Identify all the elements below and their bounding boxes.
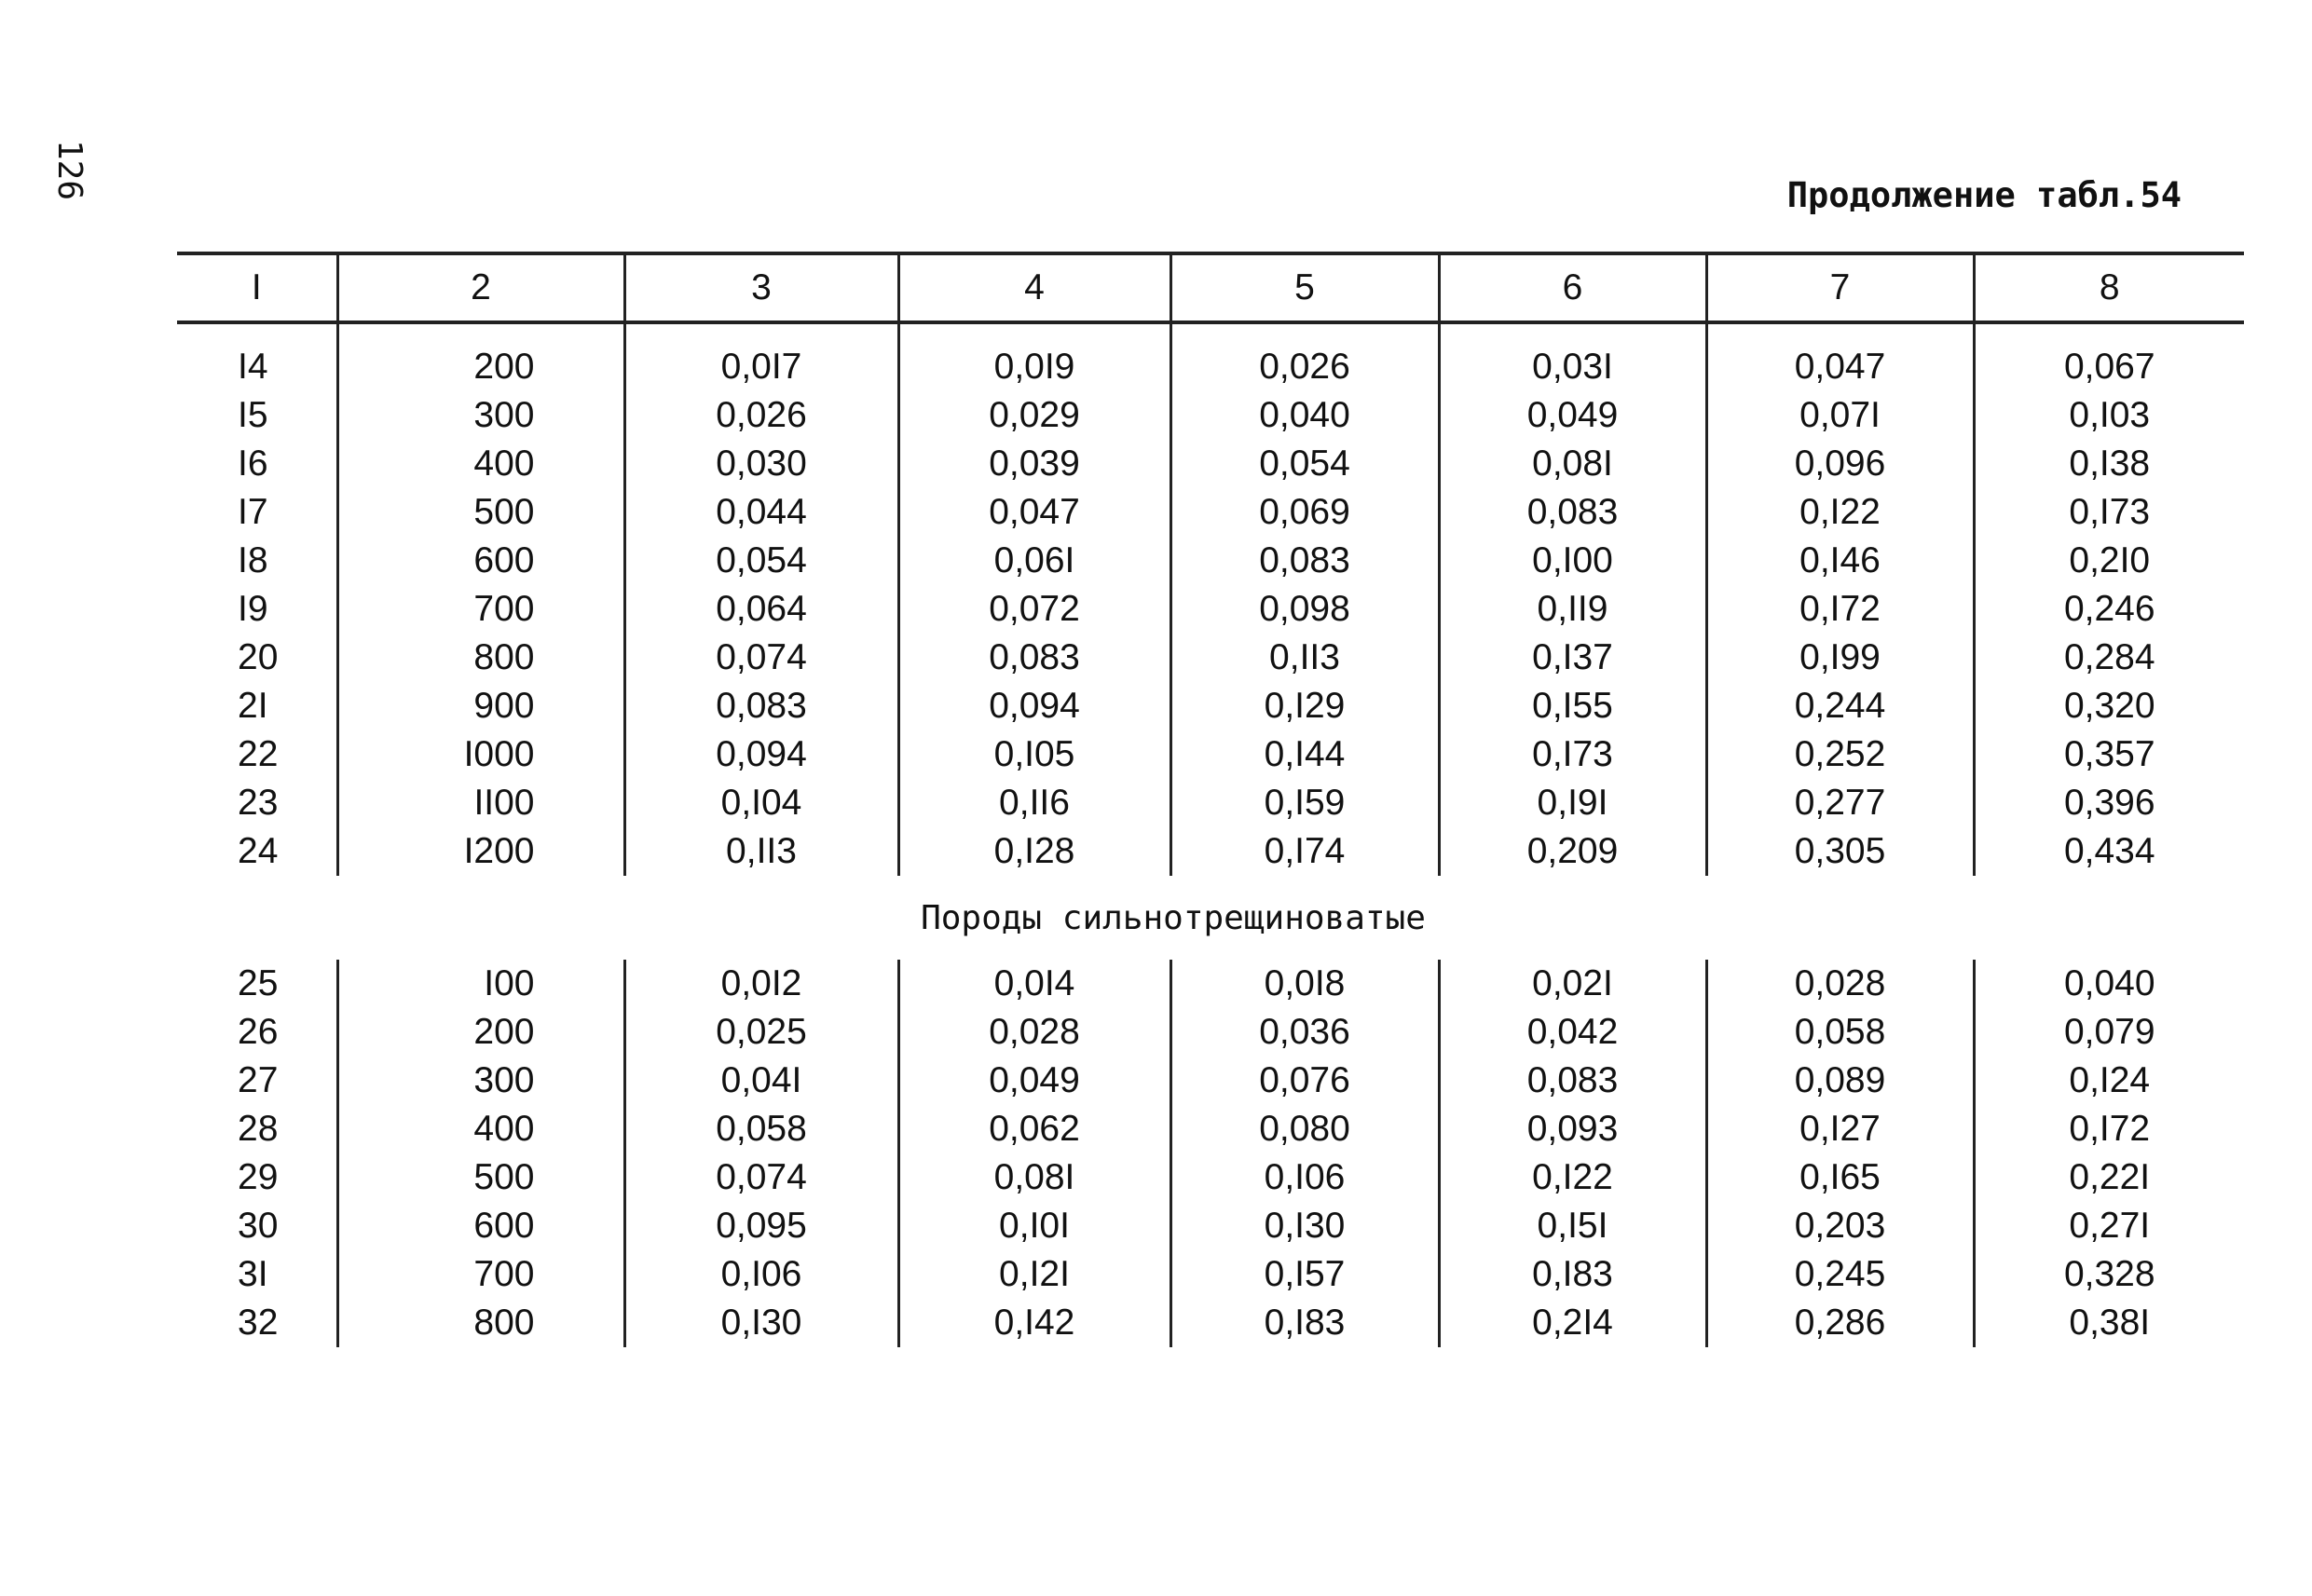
value-cell: 0,I73 xyxy=(1439,730,1706,779)
table-row xyxy=(177,1202,2244,1250)
depth-cell: 200 xyxy=(337,322,624,391)
table-row xyxy=(177,1299,2244,1347)
value-cell: 0,286 xyxy=(1706,1299,1974,1347)
value-cell: 0,02I xyxy=(1439,960,1706,1008)
table-row xyxy=(177,1250,2244,1299)
depth-cell: I200 xyxy=(337,827,624,876)
value-cell: 0,305 xyxy=(1706,827,1974,876)
value-cell: 0,025 xyxy=(624,1008,898,1057)
value-cell: 0,I37 xyxy=(1439,634,1706,682)
table-row xyxy=(177,488,2244,537)
column-header: 6 xyxy=(1439,253,1706,322)
column-header: 5 xyxy=(1170,253,1439,322)
value-cell: 0,I83 xyxy=(1170,1299,1439,1347)
depth-cell: 800 xyxy=(337,634,624,682)
value-cell: 0,039 xyxy=(898,440,1170,488)
value-cell: 0,029 xyxy=(898,391,1170,440)
value-cell: 0,069 xyxy=(1170,488,1439,537)
header-row xyxy=(177,253,2244,322)
table-row xyxy=(177,585,2244,634)
depth-cell: I00 xyxy=(337,960,624,1008)
row-number-cell: 23 xyxy=(238,783,279,823)
table-row xyxy=(177,730,2244,779)
value-cell: 0,03I xyxy=(1439,322,1706,391)
row-number-cell: 29 xyxy=(238,1157,279,1197)
value-cell: 0,040 xyxy=(1974,960,2244,1008)
value-cell: 0,028 xyxy=(1706,960,1974,1008)
depth-cell: II00 xyxy=(337,779,624,827)
value-cell: 0,0I7 xyxy=(624,322,898,391)
value-cell: 0,I99 xyxy=(1706,634,1974,682)
value-cell: 0,I2I xyxy=(898,1250,1170,1299)
value-cell: 0,083 xyxy=(624,682,898,730)
table-row xyxy=(177,440,2244,488)
row-number-cell: I6 xyxy=(238,443,268,484)
value-cell: 0,II6 xyxy=(898,779,1170,827)
value-cell: 0,030 xyxy=(624,440,898,488)
value-cell: 0,054 xyxy=(624,537,898,585)
row-number-cell: 2I xyxy=(238,686,268,726)
row-number-cell: I7 xyxy=(238,492,268,532)
value-cell: 0,2I0 xyxy=(1974,537,2244,585)
value-cell: 0,I83 xyxy=(1439,1250,1706,1299)
value-cell: 0,II3 xyxy=(1170,634,1439,682)
value-cell: 0,058 xyxy=(1706,1008,1974,1057)
value-cell: 0,I29 xyxy=(1170,682,1439,730)
value-cell: 0,I24 xyxy=(1974,1057,2244,1105)
table-row xyxy=(177,1153,2244,1202)
value-cell: 0,I57 xyxy=(1170,1250,1439,1299)
depth-cell: 600 xyxy=(337,537,624,585)
depth-cell: 700 xyxy=(337,1250,624,1299)
value-cell: 0,II3 xyxy=(624,827,898,876)
row-number-cell: 32 xyxy=(238,1303,279,1343)
value-cell: 0,096 xyxy=(1706,440,1974,488)
value-cell: 0,I03 xyxy=(1974,391,2244,440)
value-cell: 0,0I2 xyxy=(624,960,898,1008)
depth-cell: 300 xyxy=(337,1057,624,1105)
value-cell: 0,047 xyxy=(1706,322,1974,391)
row-number-cell: 30 xyxy=(238,1206,279,1246)
value-cell: 0,284 xyxy=(1974,634,2244,682)
value-cell: 0,I06 xyxy=(1170,1153,1439,1202)
value-cell: 0,089 xyxy=(1706,1057,1974,1105)
section-title-cell xyxy=(177,876,2244,960)
value-cell: 0,I0I xyxy=(898,1202,1170,1250)
depth-cell: 500 xyxy=(337,1153,624,1202)
value-cell: 0,054 xyxy=(1170,440,1439,488)
row-number-cell: 26 xyxy=(238,1012,279,1052)
value-cell: 0,203 xyxy=(1706,1202,1974,1250)
value-cell: 0,I38 xyxy=(1974,440,2244,488)
depth-cell: 200 xyxy=(337,1008,624,1057)
depth-cell: 700 xyxy=(337,585,624,634)
depth-cell: 400 xyxy=(337,1105,624,1153)
value-cell: 0,I59 xyxy=(1170,779,1439,827)
row-number-cell: I4 xyxy=(238,347,268,387)
depth-cell: 400 xyxy=(337,440,624,488)
column-header: 7 xyxy=(1706,253,1974,322)
row-number-cell: 3I xyxy=(238,1254,268,1294)
value-cell: 0,I22 xyxy=(1706,488,1974,537)
value-cell: 0,396 xyxy=(1974,779,2244,827)
depth-cell: I000 xyxy=(337,730,624,779)
column-header: 4 xyxy=(898,253,1170,322)
value-cell: 0,I9I xyxy=(1439,779,1706,827)
table-row xyxy=(177,827,2244,876)
value-cell: 0,320 xyxy=(1974,682,2244,730)
value-cell: 0,I55 xyxy=(1439,682,1706,730)
value-cell: 0,2I4 xyxy=(1439,1299,1706,1347)
value-cell: 0,I46 xyxy=(1706,537,1974,585)
row-number-cell: 20 xyxy=(238,637,279,677)
depth-cell: 600 xyxy=(337,1202,624,1250)
value-cell: 0,083 xyxy=(898,634,1170,682)
depth-cell: 800 xyxy=(337,1299,624,1347)
value-cell: 0,062 xyxy=(898,1105,1170,1153)
column-header: 2 xyxy=(337,253,624,322)
value-cell: 0,040 xyxy=(1170,391,1439,440)
value-cell: 0,094 xyxy=(624,730,898,779)
row-number-cell: 25 xyxy=(238,963,279,1003)
value-cell: 0,07I xyxy=(1706,391,1974,440)
value-cell: 0,08I xyxy=(1439,440,1706,488)
section-title: Породы сильнотрещиноватые xyxy=(921,898,1426,937)
row-number-cell: I5 xyxy=(238,395,268,435)
value-cell: 0,434 xyxy=(1974,827,2244,876)
row-number-cell: 22 xyxy=(238,734,279,774)
value-cell: 0,I72 xyxy=(1974,1105,2244,1153)
value-cell: 0,044 xyxy=(624,488,898,537)
value-cell: 0,036 xyxy=(1170,1008,1439,1057)
value-cell: 0,067 xyxy=(1974,322,2244,391)
depth-cell: 500 xyxy=(337,488,624,537)
page-number: 126 xyxy=(50,140,89,201)
value-cell: 0,357 xyxy=(1974,730,2244,779)
row-number-cell: 28 xyxy=(238,1109,279,1149)
row-number-cell: 27 xyxy=(238,1060,279,1100)
value-cell: 0,I04 xyxy=(624,779,898,827)
value-cell: 0,I65 xyxy=(1706,1153,1974,1202)
value-cell: 0,095 xyxy=(624,1202,898,1250)
table-row xyxy=(177,1008,2244,1057)
value-cell: 0,0I4 xyxy=(898,960,1170,1008)
value-cell: 0,I72 xyxy=(1706,585,1974,634)
value-cell: 0,04I xyxy=(624,1057,898,1105)
value-cell: 0,I28 xyxy=(898,827,1170,876)
value-cell: 0,0I8 xyxy=(1170,960,1439,1008)
table-row xyxy=(177,1105,2244,1153)
row-number-cell: 24 xyxy=(238,831,279,871)
depth-cell: 300 xyxy=(337,391,624,440)
table-row xyxy=(177,537,2244,585)
value-cell: 0,I06 xyxy=(624,1250,898,1299)
value-cell: 0,II9 xyxy=(1439,585,1706,634)
value-cell: 0,252 xyxy=(1706,730,1974,779)
value-cell: 0,245 xyxy=(1706,1250,1974,1299)
table-row xyxy=(177,779,2244,827)
value-cell: 0,026 xyxy=(624,391,898,440)
value-cell: 0,076 xyxy=(1170,1057,1439,1105)
value-cell: 0,06I xyxy=(898,537,1170,585)
value-cell: 0,049 xyxy=(1439,391,1706,440)
column-header: 3 xyxy=(624,253,898,322)
value-cell: 0,38I xyxy=(1974,1299,2244,1347)
table-row xyxy=(177,391,2244,440)
value-cell: 0,079 xyxy=(1974,1008,2244,1057)
value-cell: 0,I05 xyxy=(898,730,1170,779)
row-number-cell: I8 xyxy=(238,540,268,580)
table-row xyxy=(177,960,2244,1008)
section-row xyxy=(177,876,2244,960)
value-cell: 0,083 xyxy=(1439,488,1706,537)
value-cell: 0,098 xyxy=(1170,585,1439,634)
value-cell: 0,058 xyxy=(624,1105,898,1153)
data-table xyxy=(177,252,2244,1347)
value-cell: 0,246 xyxy=(1974,585,2244,634)
table-row xyxy=(177,682,2244,730)
value-cell: 0,I00 xyxy=(1439,537,1706,585)
value-cell: 0,I44 xyxy=(1170,730,1439,779)
value-cell: 0,I42 xyxy=(898,1299,1170,1347)
table-caption: Продолжение табл.54 xyxy=(1786,175,2182,215)
value-cell: 0,074 xyxy=(624,1153,898,1202)
depth-cell: 900 xyxy=(337,682,624,730)
value-cell: 0,I5I xyxy=(1439,1202,1706,1250)
value-cell: 0,083 xyxy=(1439,1057,1706,1105)
value-cell: 0,22I xyxy=(1974,1153,2244,1202)
value-cell: 0,074 xyxy=(624,634,898,682)
value-cell: 0,I22 xyxy=(1439,1153,1706,1202)
value-cell: 0,I30 xyxy=(624,1299,898,1347)
table-row xyxy=(177,634,2244,682)
value-cell: 0,244 xyxy=(1706,682,1974,730)
row-number-cell: I9 xyxy=(238,589,268,629)
value-cell: 0,08I xyxy=(898,1153,1170,1202)
value-cell: 0,083 xyxy=(1170,537,1439,585)
value-cell: 0,0I9 xyxy=(898,322,1170,391)
value-cell: 0,I30 xyxy=(1170,1202,1439,1250)
value-cell: 0,I27 xyxy=(1706,1105,1974,1153)
value-cell: 0,042 xyxy=(1439,1008,1706,1057)
value-cell: 0,328 xyxy=(1974,1250,2244,1299)
table-row xyxy=(177,1057,2244,1105)
table-row xyxy=(177,322,2244,391)
value-cell: 0,27I xyxy=(1974,1202,2244,1250)
value-cell: 0,028 xyxy=(898,1008,1170,1057)
value-cell: 0,277 xyxy=(1706,779,1974,827)
value-cell: 0,I73 xyxy=(1974,488,2244,537)
column-header: 8 xyxy=(1974,253,2244,322)
value-cell: 0,093 xyxy=(1439,1105,1706,1153)
value-cell: 0,049 xyxy=(898,1057,1170,1105)
value-cell: 0,072 xyxy=(898,585,1170,634)
value-cell: 0,026 xyxy=(1170,322,1439,391)
value-cell: 0,080 xyxy=(1170,1105,1439,1153)
value-cell: 0,064 xyxy=(624,585,898,634)
column-header: I xyxy=(177,253,337,322)
value-cell: 0,209 xyxy=(1439,827,1706,876)
value-cell: 0,094 xyxy=(898,682,1170,730)
value-cell: 0,I74 xyxy=(1170,827,1439,876)
value-cell: 0,047 xyxy=(898,488,1170,537)
